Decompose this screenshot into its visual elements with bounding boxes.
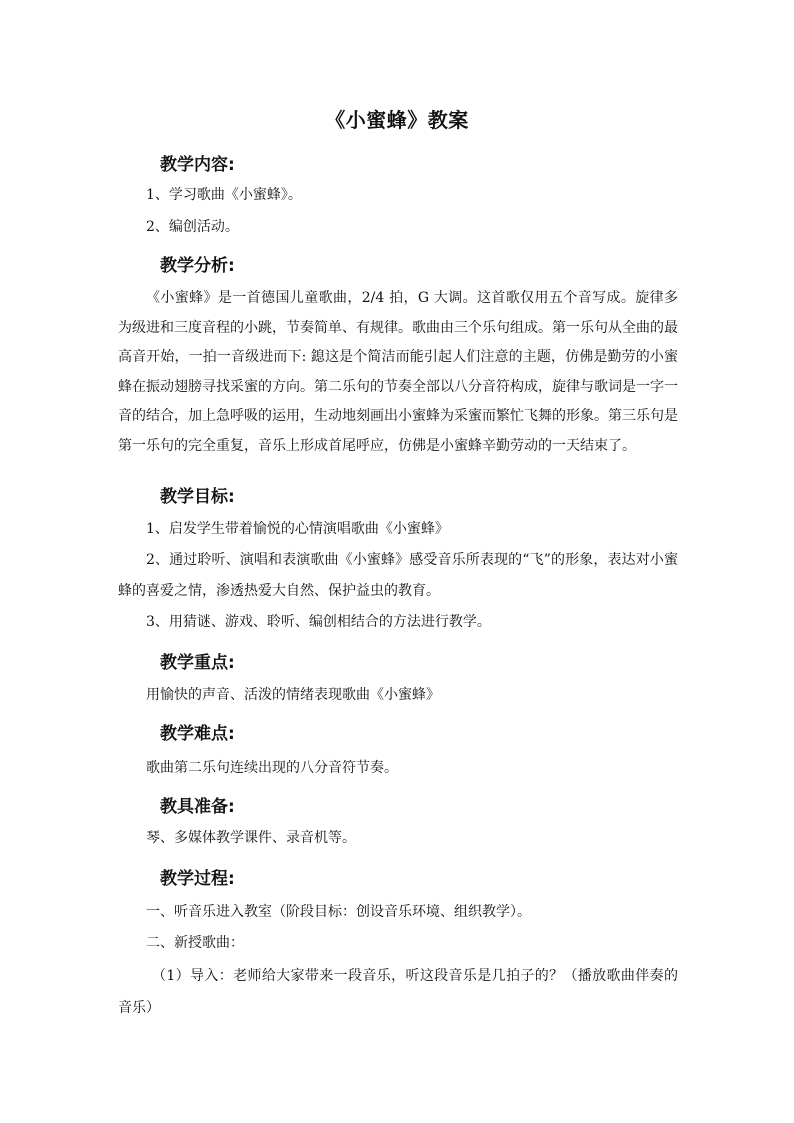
document-title: 《小蜜蜂》教案 (325, 108, 469, 132)
process-item-1: 一、听音乐进入教室（阶段目标：创设音乐环境、组织教学）。 (146, 904, 531, 920)
goal-item-2: 2、通过聆听、演唱和表演歌曲《小蜜蜂》感受音乐所表现的“飞”的形象，表达对小蜜蜂的喜爱之情，渗透热爱大自然、保护益虫的教育。 (118, 552, 678, 599)
heading-process: 教学过程: (160, 869, 235, 889)
process-item-3: （1）导入：老师给大家带来一段音乐，听这段音乐是几拍子的？（播放歌曲伴奏的音乐） (118, 968, 678, 1016)
analysis-paragraph: 《小蜜蜂》是一首德国儿童歌曲，2/4 拍，G 大调。这首歌仅用五个音写成。旋律多为级进和三度音程的小跳，节奏简单、有规律。歌曲由三个乐句组成。第一乐句从全曲的最高音开始，一拍一音级进而下: 鎴这是个简洁而能引起人们注意的主题，仿佛是勤劳的小蜜蜂在振动翅膀寻找采蜜的方向。第二乐句的节奏全部以八分音符构成，旋律与歌词是一字一音的结合，加上急呼吸的运用，生动地刻画出小蜜蜂为采蜜而繁忙飞舞的形象。第三乐句是第一乐句的完全重复，音乐上形成首尾呼应，仿佛是小蜜蜂辛勤劳动的一天结束了。 (118, 290, 678, 454)
heading-difficulties: 教学难点: (160, 724, 235, 744)
heading-goals: 教学目标: (160, 487, 235, 507)
heading-key-points: 教学重点: (160, 653, 235, 673)
content-item-2: 2、编创活动。 (146, 219, 239, 235)
materials-text: 琴、多媒体教学课件、录音机等。 (146, 830, 356, 846)
goal-item-3: 3、用猜谜、游戏、聆听、编创相结合的方法进行教学。 (146, 614, 491, 630)
process-item-2: 二、新授歌曲： (146, 935, 244, 951)
key-points-text: 用愉快的声音、活泼的情绪表现歌曲《小蜜蜂》 (146, 687, 440, 703)
content-item-1: 1、学习歌曲《小蜜蜂》。 (146, 187, 302, 203)
difficulties-text: 歌曲第二乐句连续出现的八分音符节奏。 (146, 760, 398, 776)
heading-analysis: 教学分析: (160, 256, 235, 276)
goal-item-1: 1、启发学生带着愉悦的心情演唱歌曲《小蜜蜂》 (146, 521, 449, 537)
heading-content: 教学内容: (160, 155, 235, 175)
heading-materials: 教具准备: (160, 797, 235, 817)
